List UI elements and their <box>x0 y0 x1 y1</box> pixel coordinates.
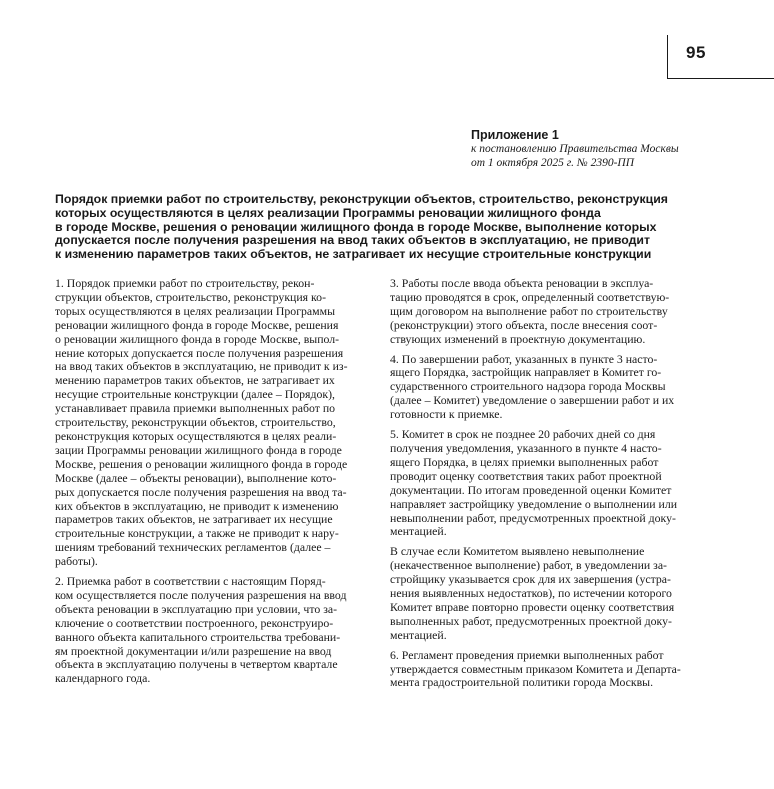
text-line: реконструкция которых осуществляются в целях реали- <box>55 428 337 443</box>
text-line: ком осуществляется после получения разрешения на ввод <box>55 587 347 602</box>
text-line: Москве (далее – объекты реновации), выполнение кото- <box>55 470 337 485</box>
text-line: на ввод таких объектов в эксплуатацию, не приводит к из- <box>55 359 348 374</box>
text-line: сударственного строительного надзора города Москвы <box>390 379 666 394</box>
text-line: 6. Регламент проведения приемки выполненных работ <box>390 647 664 662</box>
text-line: о реновации жилищного фонда в городе Москве, выпол- <box>55 331 340 346</box>
text-line: календарного года. <box>55 671 151 686</box>
text-line: получения уведомления, указанного в пункте 4 насто- <box>390 440 662 455</box>
text-line: несущие строительные конструкции (далее – Порядок), <box>55 387 335 402</box>
text-line: параметров таких объектов, не затрагивает их несущие <box>55 512 333 527</box>
paragraph <box>55 575 355 686</box>
paragraph <box>390 428 715 539</box>
text-line: В случае если Комитетом выявлено невыполнение <box>390 544 645 559</box>
right-text-column <box>390 277 715 696</box>
paragraph <box>55 277 355 569</box>
page-number: 95 <box>686 43 706 62</box>
left-text-column <box>55 277 355 692</box>
appendix-decree-line: к постановлению Правительства Москвы <box>471 143 679 155</box>
page-number-rule-horizontal <box>667 78 774 79</box>
title-line: Порядок приемки работ по строительству, реконструкции объектов, строительство, реконструкция <box>55 192 668 206</box>
text-line: ких объектов в эксплуатацию, не приводит к изменению <box>55 498 339 513</box>
appendix-header <box>471 127 731 170</box>
paragraph <box>390 545 715 642</box>
text-line: нения выявленных недостатков), по истечении которого <box>390 586 672 601</box>
text-line: реновации жилищного фонда в городе Москве, решения <box>55 317 339 332</box>
text-line: строительные конструкции, а также не приводит к нару- <box>55 526 339 541</box>
text-line: ментацией. <box>390 627 447 642</box>
text-line: 5. Комитет в срок не позднее 20 рабочих дней со дня <box>390 427 656 442</box>
text-line: выполненных работ, предусмотренных проектной доку- <box>390 613 672 628</box>
text-line: 1. Порядок приемки работ по строительству, рекон- <box>55 276 315 290</box>
text-line: ключение о соответствии построенного, реконструиро- <box>55 615 334 630</box>
text-line: мента градостроительной политики города Москвы. <box>390 675 654 690</box>
text-line: 3. Работы после ввода объекта реновации в эксплуа- <box>390 276 654 290</box>
text-line: устанавливает правила приемки выполненных работ по <box>55 401 336 416</box>
text-line: шениям требований технических регламентов (далее – <box>55 540 331 555</box>
text-line: щим договором на выполнение работ по строительству <box>390 303 668 318</box>
text-line: струкции объектов, строительство, реконструкция ко- <box>55 289 327 304</box>
paragraph <box>390 277 715 347</box>
text-line: ящего Порядка, застройщик направляет в Комитет го- <box>390 365 662 380</box>
text-line: зации Программы реновации жилищного фонда в городе <box>55 442 342 457</box>
text-line: (некачественное выполнение) работ, в уведомлении за- <box>390 558 667 573</box>
text-line: (реконструкции) этого объекта, после внесения соот- <box>390 317 658 332</box>
appendix-title: Приложение 1 <box>471 128 559 142</box>
text-line: ментацией. <box>390 524 447 539</box>
text-line: тацию проводятся в срок, определенный соответствую- <box>390 289 670 304</box>
document-title <box>55 193 720 262</box>
text-line: ям проектной документации и/или разрешение на ввод <box>55 643 332 658</box>
text-line: работы). <box>55 554 98 569</box>
text-line: менению параметров таких объектов, не затрагивает их <box>55 373 335 388</box>
page-number-rule-vertical <box>667 35 668 79</box>
text-line: рых допускается после получения разрешения на ввод та- <box>55 484 347 499</box>
text-line: документации. По итогам проведенной оценки Комитет <box>390 482 672 497</box>
text-line: готовности к приемке. <box>390 407 503 422</box>
title-line: к изменению параметров таких объектов, не затрагивает их несущие строительные конструкции <box>55 247 652 262</box>
text-line: Комитет вправе повторно провести оценку соответствия <box>390 599 675 614</box>
text-line: объекта реновации в эксплуатацию при условии, что за- <box>55 601 338 616</box>
title-line: допускается после получения разрешения на ввод таких объектов в эксплуатацию, не приводит <box>55 233 651 248</box>
text-line: нение которых допускается после получения разрешения <box>55 345 344 360</box>
appendix-date-line: от 1 октября 2025 г. № 2390-ПП <box>471 156 635 169</box>
text-line: Москве, решения о реновации жилищного фонда в городе <box>55 456 348 471</box>
paragraph <box>390 649 715 691</box>
text-line: утверждается совместным приказом Комитета и Департа- <box>390 661 681 676</box>
text-line: строительству, реконструкции объектов, строительство, <box>55 415 336 430</box>
text-line: невыполнении работ, предусмотренных проектной доку- <box>390 510 676 525</box>
text-line: направляет застройщику уведомление о выполнении или <box>390 496 678 511</box>
text-line: ванного объекта капитального строительства требовани- <box>55 629 341 644</box>
text-line: объекта в эксплуатацию получены в четвертом квартале <box>55 657 338 672</box>
title-line: в городе Москве, решения о реновации жилищного фонда в городе Москве, выполнение которых <box>55 219 657 234</box>
text-line: торых осуществляются в целях реализации Программы <box>55 303 336 318</box>
title-line: которых осуществляются в целях реализации Программы реновации жилищного фонда <box>55 205 601 220</box>
text-line: 4. По завершении работ, указанных в пункте 3 насто- <box>390 351 658 366</box>
text-line: проводит оценку соответствия таких работ проектной <box>390 468 662 483</box>
text-line: ящего Порядка, в целях приемки выполненных работ <box>390 454 659 469</box>
text-line: 2. Приемка работ в соответствии с настоящим Поряд- <box>55 574 326 589</box>
paragraph <box>390 353 715 423</box>
text-line: ствующих изменений в проектную документацию. <box>390 331 646 346</box>
text-line: стройщику указывается срок для их завершения (устра- <box>390 572 671 587</box>
text-line: (далее – Комитет) уведомление о завершении работ и их <box>390 393 675 408</box>
